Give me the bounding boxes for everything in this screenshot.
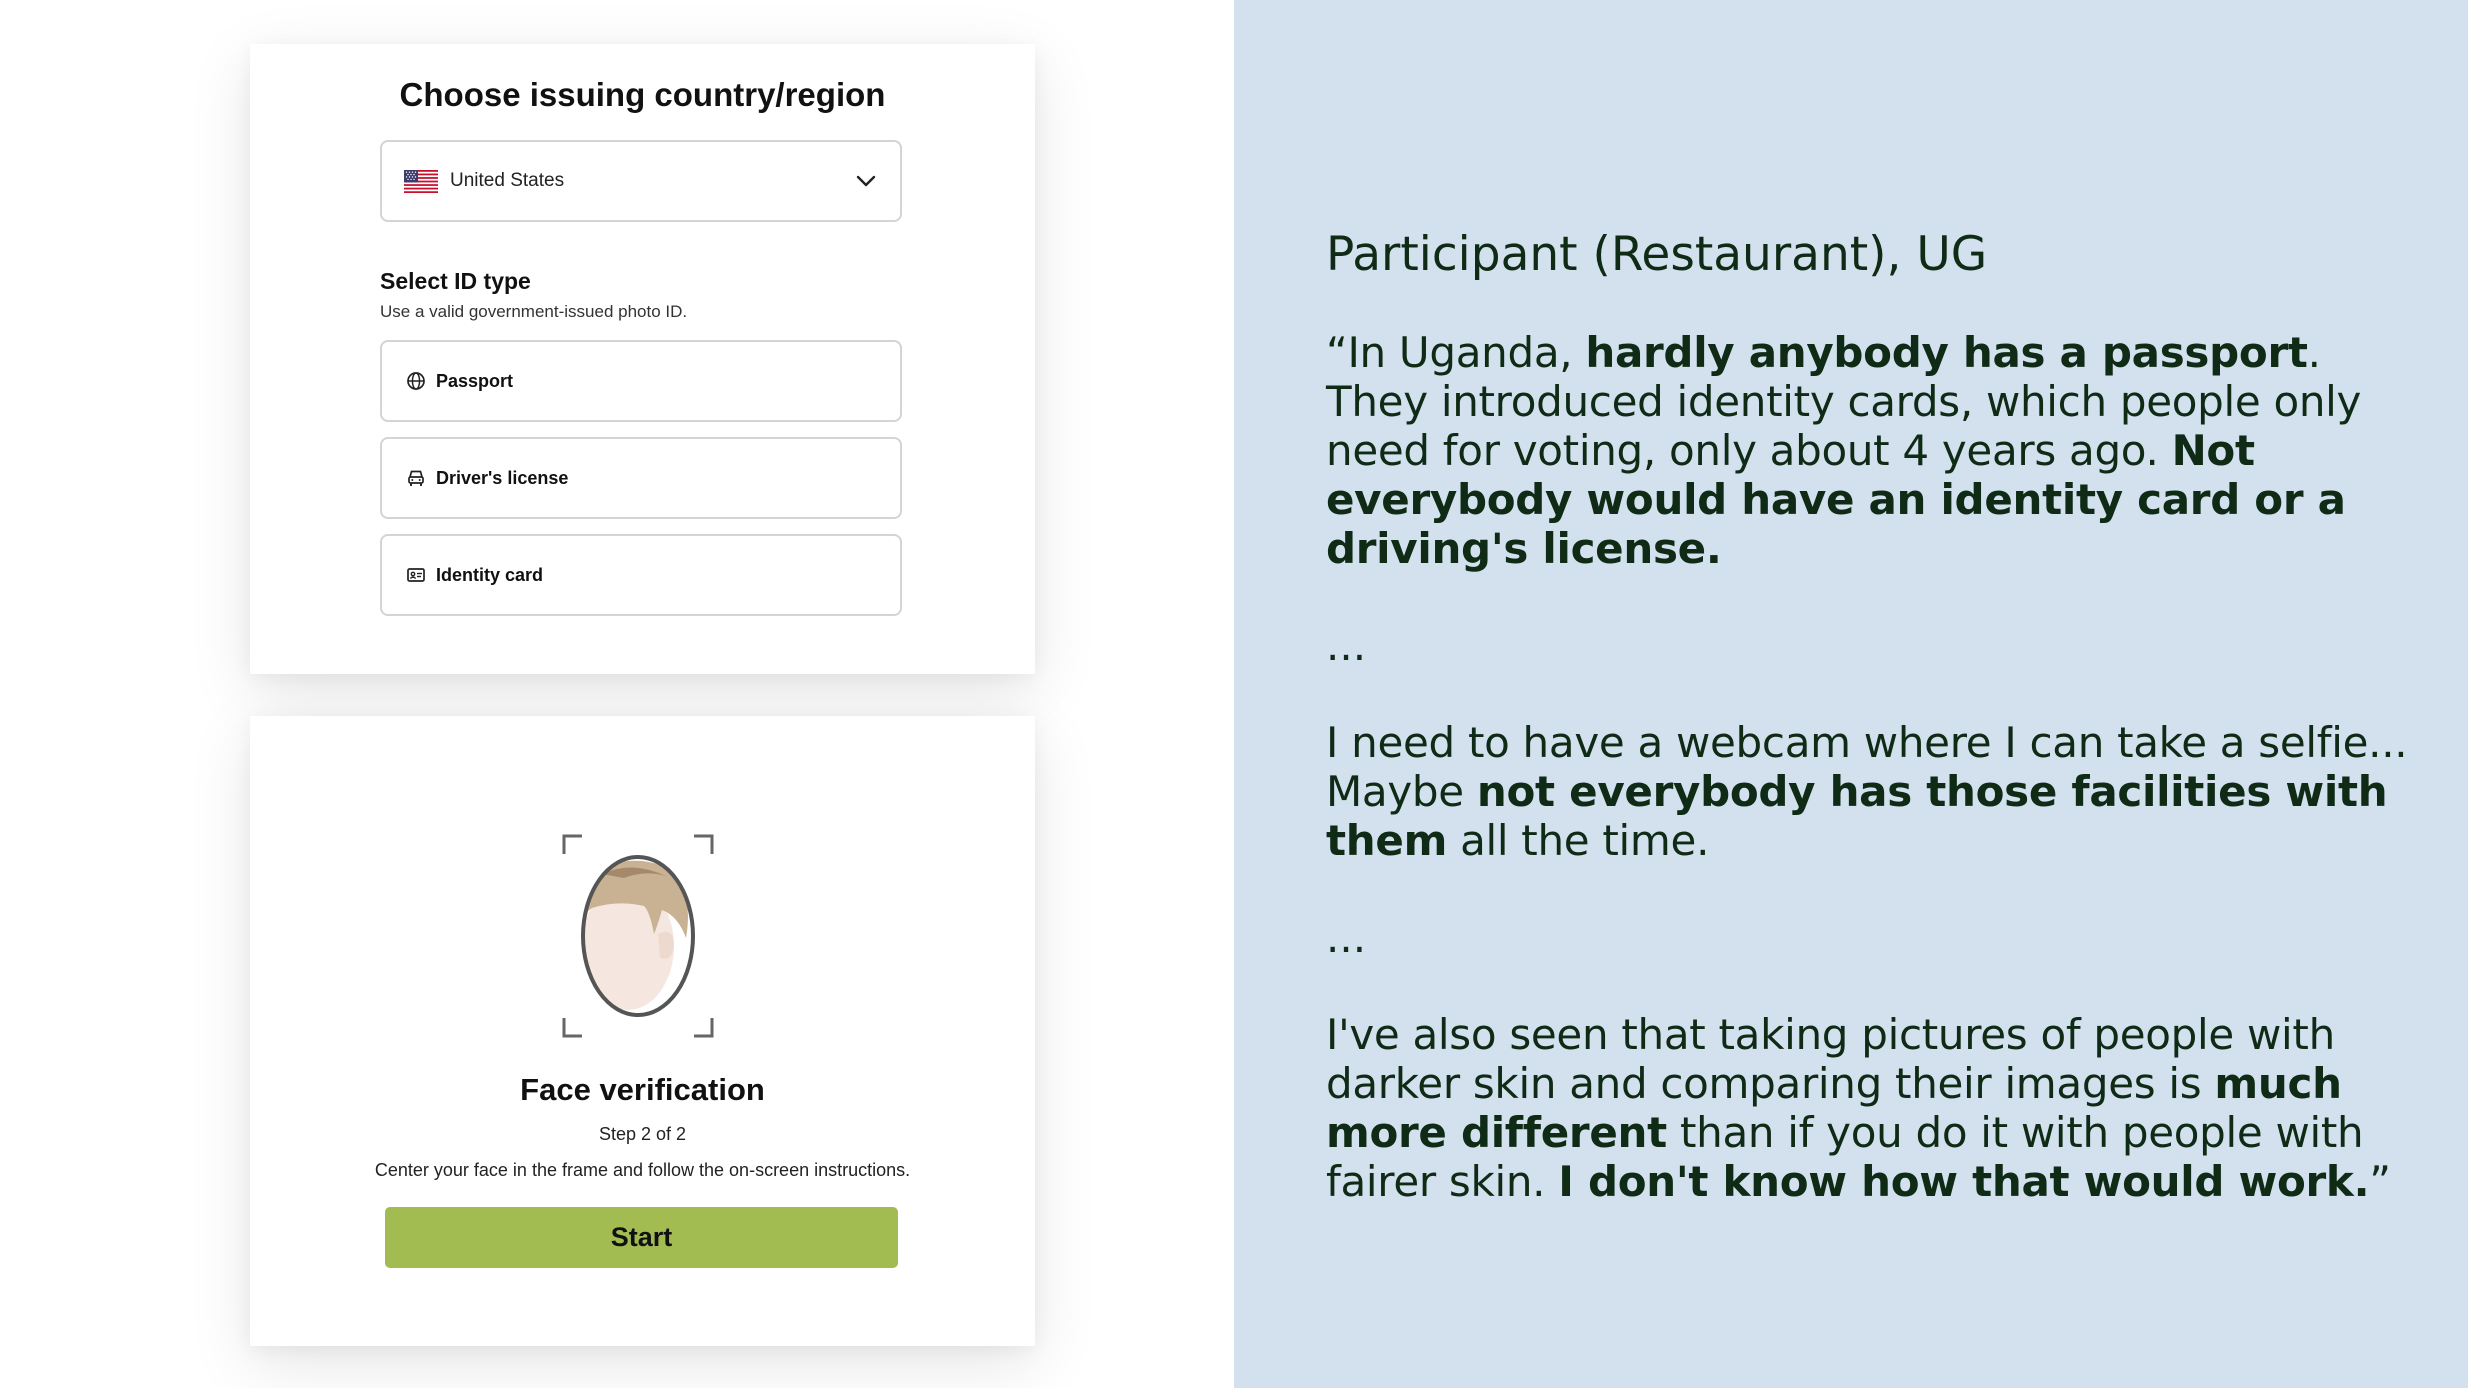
quote-ellipsis-1: ... [1326,621,1367,670]
quote-paragraph-3 [1326,1010,2426,1206]
face-verification-card [250,716,1035,1346]
quote-panel [1234,0,2468,1388]
quote-attribution: Participant (Restaurant), UG [1326,227,1988,282]
quote-paragraph-2 [1326,718,2426,865]
option-passport-label: Passport [436,370,514,391]
country-dropdown[interactable] [380,140,902,222]
quote-content [1326,226,2426,1206]
id-type-heading: Select ID type [380,268,531,294]
option-identity-card[interactable] [380,534,902,616]
step-indicator: Step 2 of 2 [598,1124,687,1144]
quote-p3-bold-2: I don't know how that would work. [1558,1157,2370,1206]
quote-p2-text-1: I need to have a webcam where I can take a selfie... Maybe [1326,718,2408,816]
face-instructions: Center your face in the frame and follow the on-screen instructions. [374,1160,911,1180]
quote-p3-text-3: ” [2369,1157,2391,1206]
quote-p1-bold-2: Not everybody would have an identity card or a driving's license. [1326,426,2346,573]
quote-p2-bold-1: not everybody has those facilities with them [1326,767,2388,865]
option-drivers-license-label: Driver's license [436,467,569,488]
option-identity-card-label: Identity card [436,564,544,585]
us-flag-icon [404,170,438,193]
quote-p3-text-2: than if you do it with people with fairer skin. [1326,1108,2364,1206]
quote-p1-bold-1: hardly anybody has a passport [1585,328,2308,377]
quote-p3-text-1: I've also seen that taking pictures of people with darker skin and comparing their images is [1326,1010,2335,1108]
id-type-subtitle: Use a valid government-issued photo ID. [380,302,688,321]
id-selection-card [250,44,1035,674]
country-title: Choose issuing country/region [399,76,886,113]
country-value: United States [450,170,565,191]
face-verification-title: Face verification [520,1072,765,1107]
quote-p1-text-2: . They introduced identity cards, which people only need for voting, only about 4 years ago. [1326,328,2362,475]
quote-p1-text-1: “In Uganda, [1326,328,1586,377]
chevron-down-icon [854,169,878,193]
quote-paragraph-1 [1326,328,2426,573]
option-passport[interactable] [380,340,902,422]
face-frame-illustration [562,834,714,1038]
globe-icon [406,371,426,391]
car-icon [406,468,426,488]
option-drivers-license[interactable] [380,437,902,519]
quote-ellipsis-2: ... [1326,913,1367,962]
id-card-icon [406,565,426,585]
start-button[interactable]: Start [385,1207,898,1268]
quote-p2-text-2: all the time. [1447,816,1710,865]
quote-p3-bold-1: much more different [1326,1059,2342,1157]
